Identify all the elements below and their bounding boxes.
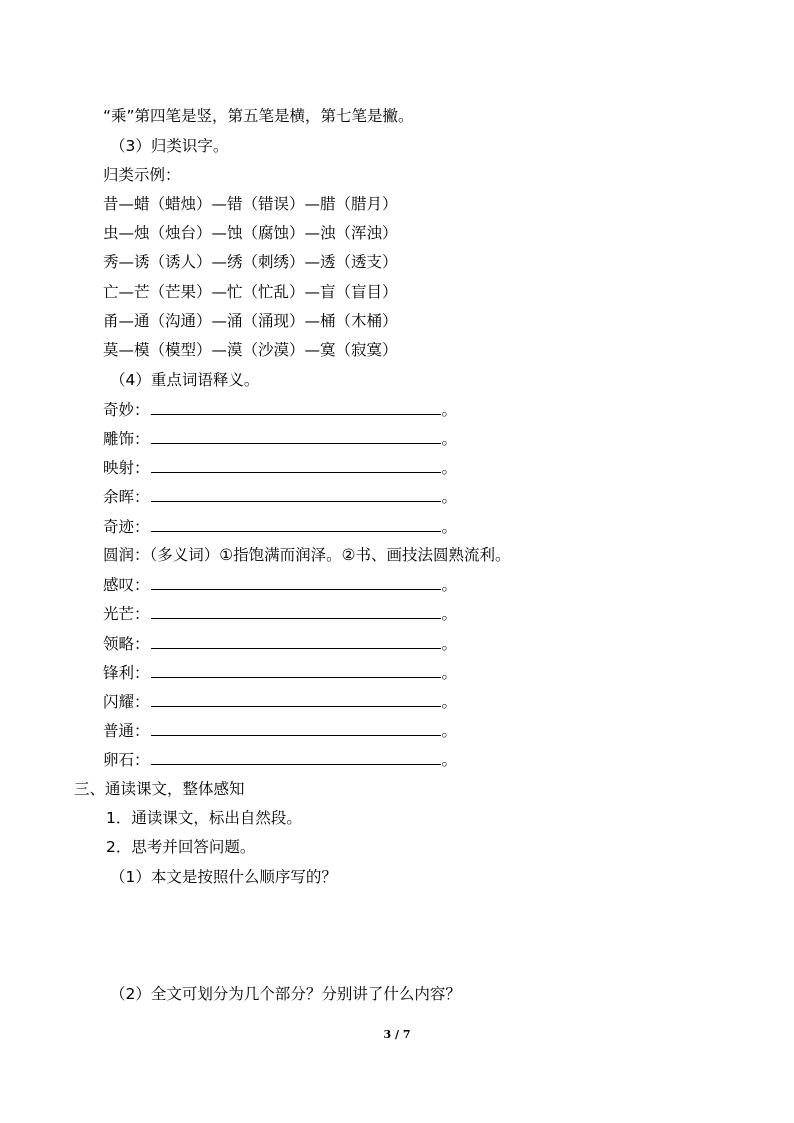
term-label: 锋利：	[103, 664, 150, 682]
answer-blank[interactable]	[151, 720, 441, 736]
term-row	[103, 633, 457, 654]
example-row: 甬—通（沟通）—涌（涌现）—桶（木桶）	[103, 312, 398, 330]
term-row	[103, 720, 457, 741]
term-period: 。	[441, 576, 458, 594]
term-label: 奇妙：	[103, 401, 150, 419]
term-row	[103, 486, 457, 507]
term-row	[103, 574, 457, 595]
section3-title: （3）归类识字。	[110, 137, 229, 155]
term-label: 映射：	[103, 459, 150, 477]
term-label: 奇迹：	[103, 518, 150, 536]
term-period: 。	[441, 459, 458, 477]
part3-heading: 三、通读课文，整体感知	[74, 780, 245, 798]
term-row	[103, 399, 457, 420]
example-row: 秀—诱（诱人）—绣（刺绣）—透（透支）	[103, 253, 398, 271]
answer-blank[interactable]	[151, 399, 441, 415]
example-row: 昔—蜡（蜡烛）—错（错误）—腊（腊月）	[103, 195, 398, 213]
example-label: 归类示例：	[103, 166, 181, 184]
term-label: 雕饰：	[103, 430, 150, 448]
term-period: 。	[441, 518, 458, 536]
example-row: 莫—模（模型）—漠（沙漠）—寞（寂寞）	[103, 341, 398, 359]
term-period: 。	[441, 430, 458, 448]
example-row: 虫—烛（烛台）—蚀（腐蚀）—浊（浑浊）	[103, 224, 398, 242]
term-row	[103, 603, 457, 624]
page-number: 3 / 7	[383, 1028, 411, 1041]
answer-blank[interactable]	[151, 574, 441, 590]
example-row: 亡—芒（芒果）—忙（忙乱）—盲（盲目）	[103, 283, 398, 301]
term-period: 。	[441, 693, 458, 711]
term-label: 普通：	[103, 722, 150, 740]
term-row	[103, 516, 457, 537]
term-label: 领略：	[103, 635, 150, 653]
term-row	[103, 662, 457, 683]
term-period: 。	[441, 635, 458, 653]
term-period: 。	[441, 488, 458, 506]
answer-blank[interactable]	[151, 516, 441, 532]
intro-line: “乘”第四笔是竖，第五笔是横，第七笔是撇。	[103, 107, 414, 125]
question-1: （1）本文是按照什么顺序写的？	[110, 868, 337, 886]
answer-blank[interactable]	[151, 633, 441, 649]
term-period: 。	[441, 401, 458, 419]
term-row	[103, 457, 457, 478]
term-period: 。	[441, 664, 458, 682]
task-1: 1．通读课文，标出自然段。	[106, 809, 302, 827]
term-period: 。	[441, 751, 458, 769]
yuanrun-definition: 圆润：（多义词）①指饱满而润泽。②书、画技法圆熟流利。	[103, 546, 511, 564]
term-label: 卵石：	[103, 751, 150, 769]
term-row	[103, 428, 457, 449]
answer-blank[interactable]	[151, 749, 441, 765]
answer-blank[interactable]	[151, 457, 441, 473]
answer-blank[interactable]	[151, 662, 441, 678]
term-label: 感叹：	[103, 576, 150, 594]
section4-title: （4）重点词语释义。	[110, 371, 260, 389]
term-label: 闪耀：	[103, 693, 150, 711]
answer-blank[interactable]	[151, 691, 441, 707]
term-label: 光芒：	[103, 605, 150, 623]
question-2: （2）全文可划分为几个部分？分别讲了什么内容？	[110, 985, 461, 1003]
term-period: 。	[441, 605, 458, 623]
term-row	[103, 749, 457, 770]
term-label: 余晖：	[103, 488, 150, 506]
answer-blank[interactable]	[151, 486, 441, 502]
task-2: 2．思考并回答问题。	[106, 838, 256, 856]
term-row	[103, 691, 457, 712]
term-period: 。	[441, 722, 458, 740]
answer-blank[interactable]	[151, 428, 441, 444]
answer-blank[interactable]	[151, 603, 441, 619]
